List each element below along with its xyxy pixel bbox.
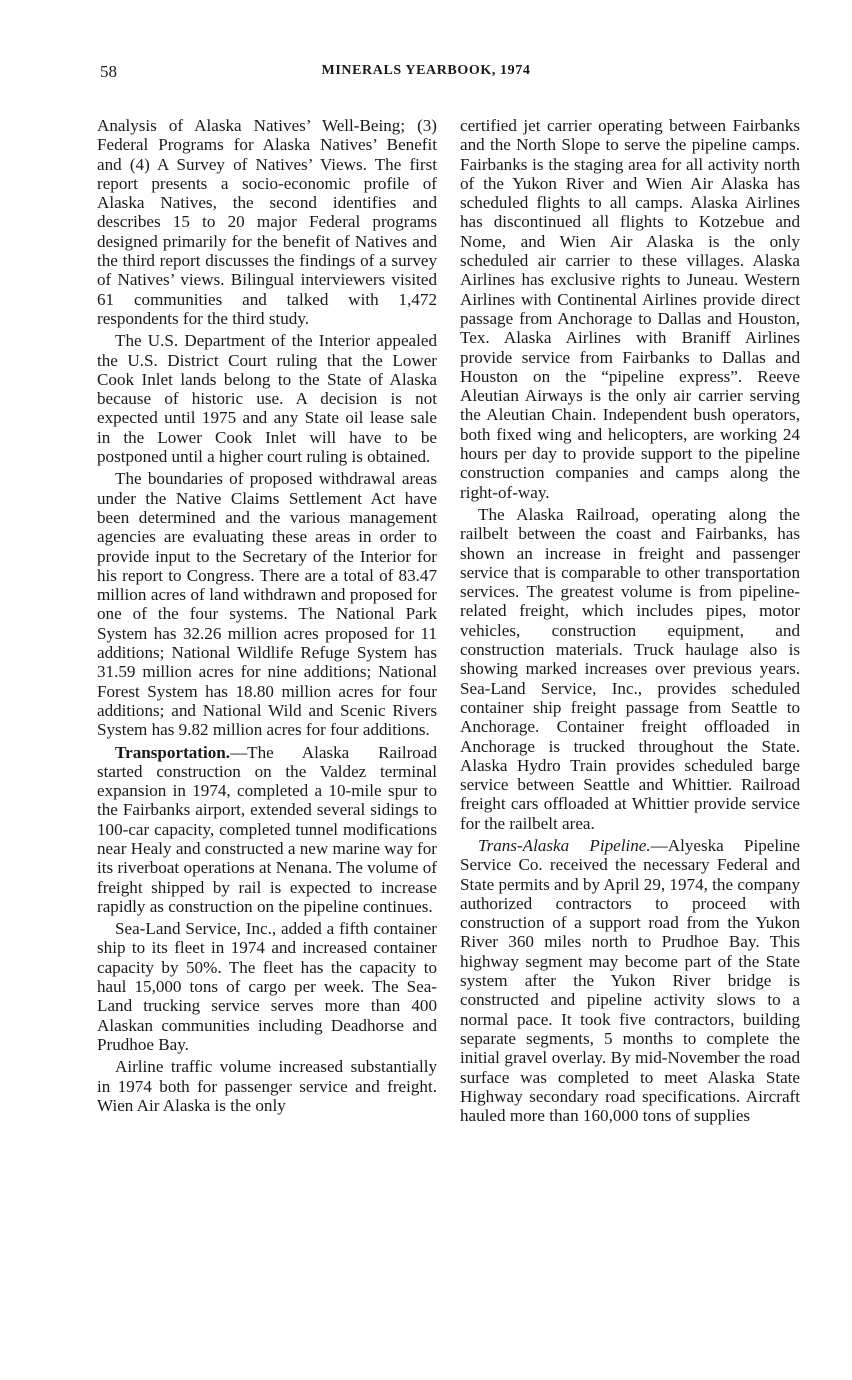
paragraph: The U.S. Department of the Interior appealed the U.S. District Court ruling that the Lower Cook Inlet lands belong to the State of Alaska because of historic use. A decision is not expected until 1975 and any State oil lease sale in the Lower Cook Inlet will have to be postponed until a higher court ruling is obtained.: [97, 331, 437, 467]
paragraph: [97, 743, 437, 917]
paragraph: Airline traffic volume increased substantially in 1974 both for passenger service and freight. Wien Air Alaska is the only: [97, 1057, 437, 1115]
page-number: 58: [100, 62, 117, 81]
left-column: [97, 116, 437, 1118]
paragraph: Sea-Land Service, Inc., added a fifth container ship to its fleet in 1974 and increased container capacity by 50%. The fleet has the capacity to haul 15,000 tons of cargo per week. The Sea-Land trucking service serves more than 400 Alaskan communities including Deadhorse and Prudhoe Bay.: [97, 919, 437, 1054]
paragraph: [460, 836, 800, 1125]
paragraph-text: —The Alaska Railroad started construction on the Valdez terminal expansion in 1974, completed a 10-mile spur to the Fairbanks airport, extended several sidings to 100-car capacity, completed tunnel modifications near Healy and constructed a new marine way for its riverboat operations at Nenana. The volume of freight shipped by rail is expected to increase rapidly as construction on the pipeline continues.: [97, 742, 437, 916]
right-column: [460, 116, 800, 1128]
paragraph: certified jet carrier operating between Fairbanks and the North Slope to serve the pipeline camps. Fairbanks is the staging area for all activity north of the Yukon River and Wien Air Alaska has scheduled flights to all camps. Alaska Airlines has discontinued all flights to Kotzebue and Nome, and Wien Air Alaska is the only scheduled air carrier to these villages. Alaska Airlines has exclusive rights to Juneau. Western Airlines with Continental Airlines provide direct passage from Anchorage to Dallas and Houston, Tex. Alaska Airlines with Braniff Airlines provide service from Fairbanks to Dallas and Houston on the “pipeline express”. Reeve Aleutian Airways is the only air carrier serving the Aleutian Chain. Independent bush operators, both fixed wing and helicopters, are working 24 hours per day to provide support to the pipeline construction companies and camps along the right-of-way.: [460, 116, 800, 502]
section-heading-trans-alaska-pipeline: Trans-Alaska Pipeline.: [478, 835, 651, 855]
paragraph: The Alaska Railroad, operating along the railbelt between the coast and Fairbanks, has shown an increase in freight and passenger service that is comparable to other transportation services. The greatest volume is from pipeline-related freight, which includes pipes, motor vehicles, construction equipment, and construction materials. Truck haulage also is showing marked increases over previous years. Sea-Land Service, Inc., provides scheduled container ship freight passage from Seattle to Anchorage. Container freight offloaded in Anchorage is trucked throughout the State. Alaska Hydro Train provides scheduled barge service between Seattle and Whittier. Railroad freight cars offloaded at Whittier provide service for the railbelt area.: [460, 504, 800, 833]
paragraph: The boundaries of proposed withdrawal areas under the Native Claims Settlement Act have been determined and the various management agencies are evaluating these areas in order to provide input to the Secretary of the Interior for his report to Congress. There are a total of 83.47 million acres of land withdrawn and proposed for one of the four systems. The National Park System has 32.26 million acres proposed for 11 additions; National Wildlife Refuge System has 31.59 million acres for nine additions; National Forest System has 18.80 million acres for four additions; and National Wild and Scenic Rivers System has 9.82 million acres for four additions.: [97, 469, 437, 740]
running-head: MINERALS YEARBOOK, 1974: [321, 63, 531, 78]
section-heading-transportation: Transportation.: [115, 742, 231, 762]
paragraph: Analysis of Alaska Natives’ Well-Being; (3) Federal Programs for Alaska Natives’ Benefit and (4) A Survey of Natives’ Views. The first report presents a socio-economic profile of Alaska Natives, the second identifies and describes 15 to 20 major Federal programs designed primarily for the benefit of Natives and the third report discusses the findings of a survey of Natives’ views. Bilingual interviewers visited 61 communities and talked with 1,472 respondents for the third study.: [97, 116, 437, 328]
paragraph-text: —Alyeska Pipeline Service Co. received the necessary Federal and State permits and by April 29, 1974, the company authorized contractors to proceed with construction of a support road from the Yukon River 360 miles north to Prudhoe Bay. This highway segment may become part of the State system after the Yukon River bridge is constructed and pipeline activity slows to a normal pace. It took five contractors, building separate segments, 5 months to complete the initial gravel overlay. By mid-November the road surface was completed to meet Alaska State Highway secondary road specifications. Aircraft hauled more than 160,000 tons of supplies: [460, 835, 800, 1126]
